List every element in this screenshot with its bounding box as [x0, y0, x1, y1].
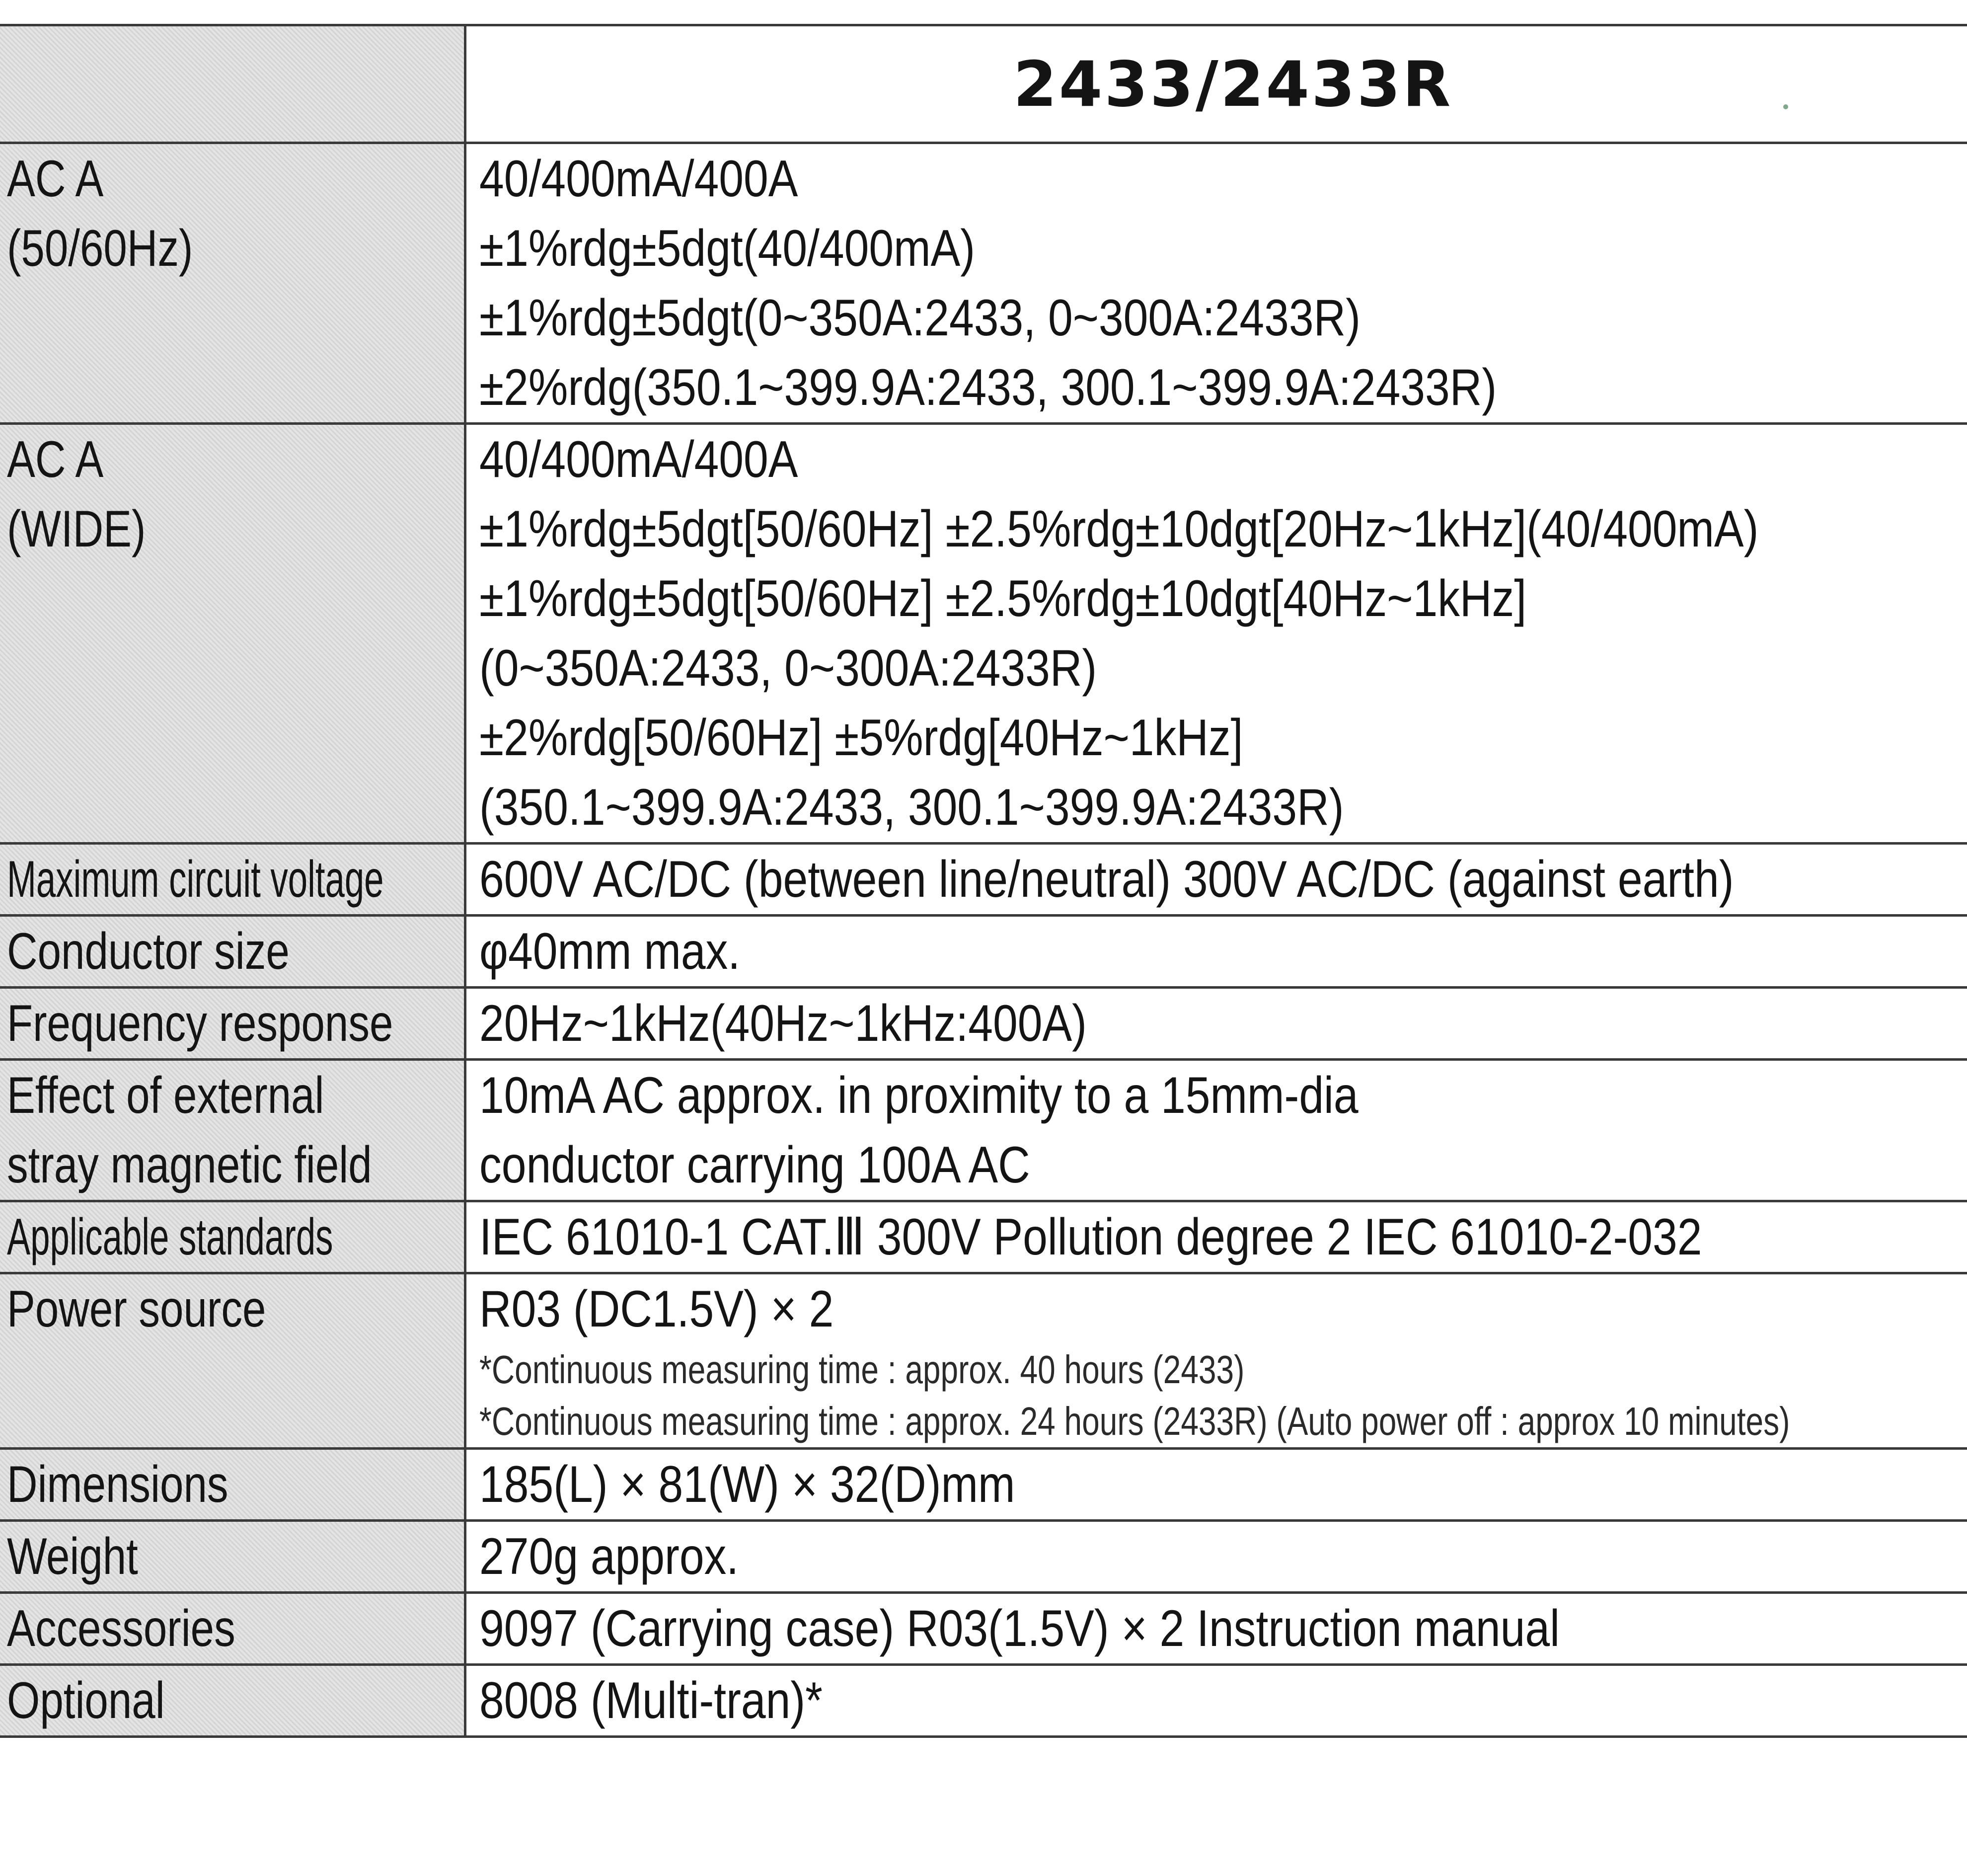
- table-row: [0, 1665, 1967, 1737]
- label-line: stray magnetic field: [7, 1136, 372, 1194]
- model-title: 2433/2433R: [1013, 47, 1453, 121]
- value-line: (350.1~399.9A:2433, 300.1~399.9A:2433R): [479, 779, 1344, 836]
- table-row: [0, 844, 1967, 916]
- value-line: IEC 61010-1 CAT.Ⅲ 300V Pollution degree 2 IEC 61010-2-032: [479, 1208, 1702, 1266]
- label-line: Applicable standards: [7, 1208, 333, 1266]
- table-row: [0, 1521, 1967, 1593]
- row-label-accessories: [0, 1593, 465, 1665]
- row-label-power-source: [0, 1273, 465, 1449]
- value-line: ±1%rdg±5dgt[50/60Hz] ±2.5%rdg±10dgt[40Hz~1kHz]: [479, 570, 1526, 627]
- value-line: 185(L) × 81(W) × 32(D)mm: [479, 1456, 1015, 1513]
- label-line: (WIDE): [7, 500, 146, 558]
- label-line: Optional: [7, 1672, 165, 1729]
- label-line: AC A: [7, 431, 104, 488]
- value-line: 40/400mA/400A: [479, 150, 798, 208]
- label-line: Dimensions: [7, 1456, 228, 1513]
- row-label-dimensions: [0, 1449, 465, 1521]
- table-row: [0, 1201, 1967, 1273]
- row-value-conductor-size: [465, 916, 1967, 988]
- row-label-conductor-size: [0, 916, 465, 988]
- value-line: 20Hz~1kHz(40Hz~1kHz:400A): [479, 995, 1087, 1052]
- value-line: ±1%rdg±5dgt[50/60Hz] ±2.5%rdg±10dgt[20Hz~1kHz](40/400mA): [479, 500, 1758, 558]
- row-label-optional: [0, 1665, 465, 1737]
- table-row: [0, 143, 1967, 424]
- print-speck: [1783, 104, 1788, 109]
- table-header-row: [0, 25, 1967, 143]
- label-line: Effect of external: [7, 1067, 324, 1124]
- label-line: Maximum circuit voltage: [7, 851, 384, 908]
- table-row: [0, 1593, 1967, 1665]
- specifications-table: [0, 24, 1967, 1738]
- row-label-frequency-response: [0, 988, 465, 1060]
- row-label-weight: [0, 1521, 465, 1593]
- value-line: 10mA AC approx. in proximity to a 15mm-dia: [479, 1067, 1359, 1124]
- row-value-weight: [465, 1521, 1967, 1593]
- table-row: [0, 988, 1967, 1060]
- header-corner-cell: [0, 25, 465, 143]
- row-value-accessories: [465, 1593, 1967, 1665]
- label-line: (50/60Hz): [7, 220, 193, 277]
- table-row: [0, 1273, 1967, 1449]
- label-line: AC A: [7, 150, 104, 208]
- value-line: ±2%rdg(350.1~399.9A:2433, 300.1~399.9A:2433R): [479, 359, 1497, 416]
- label-line: Weight: [7, 1528, 138, 1585]
- value-line: φ40mm max.: [479, 923, 740, 980]
- row-label-maximum-circuit-voltage: [0, 844, 465, 916]
- value-line: ±1%rdg±5dgt(40/400mA): [479, 220, 975, 277]
- row-value-stray-magnetic-field: [465, 1060, 1967, 1201]
- row-value-ac-a-50-60hz: [465, 143, 1967, 424]
- row-value-ac-a-wide: [465, 424, 1967, 844]
- value-line: R03 (DC1.5V) × 2: [479, 1280, 833, 1338]
- value-line: 270g approx.: [479, 1528, 739, 1585]
- power-note: *Continuous measuring time : approx. 40 hours (2433): [479, 1347, 1244, 1392]
- row-value-power-source: [465, 1273, 1967, 1449]
- table-row: [0, 424, 1967, 844]
- label-line: Frequency response: [7, 995, 393, 1052]
- value-line: 8008 (Multi-tran)*: [479, 1672, 823, 1729]
- value-line: 40/400mA/400A: [479, 431, 798, 488]
- table-row: [0, 1449, 1967, 1521]
- row-value-dimensions: [465, 1449, 1967, 1521]
- value-line: ±2%rdg[50/60Hz] ±5%rdg[40Hz~1kHz]: [479, 709, 1243, 767]
- row-value-frequency-response: [465, 988, 1967, 1060]
- power-note: *Continuous measuring time : approx. 24 hours (2433R) (Auto power off : approx 10 minutes): [479, 1399, 1790, 1443]
- label-line: Conductor size: [7, 923, 290, 980]
- row-value-optional: [465, 1665, 1967, 1737]
- label-line: Power source: [7, 1280, 266, 1338]
- row-label-applicable-standards: [0, 1201, 465, 1273]
- value-line: (0~350A:2433, 0~300A:2433R): [479, 639, 1097, 697]
- value-line: ±1%rdg±5dgt(0~350A:2433, 0~300A:2433R): [479, 289, 1361, 347]
- value-line: 9097 (Carrying case) R03(1.5V) × 2 Instruction manual: [479, 1600, 1560, 1657]
- label-line: Accessories: [7, 1600, 235, 1657]
- table-row: [0, 916, 1967, 988]
- table-row: [0, 1060, 1967, 1201]
- row-value-applicable-standards: [465, 1201, 1967, 1273]
- value-line: 600V AC/DC (between line/neutral) 300V AC/DC (against earth): [479, 851, 1734, 908]
- row-label-ac-a-wide: [0, 424, 465, 844]
- row-value-maximum-circuit-voltage: [465, 844, 1967, 916]
- row-label-ac-a-50-60hz: [0, 143, 465, 424]
- value-line: conductor carrying 100A AC: [479, 1136, 1030, 1194]
- header-model-cell: [465, 25, 1967, 143]
- row-label-stray-magnetic-field: [0, 1060, 465, 1201]
